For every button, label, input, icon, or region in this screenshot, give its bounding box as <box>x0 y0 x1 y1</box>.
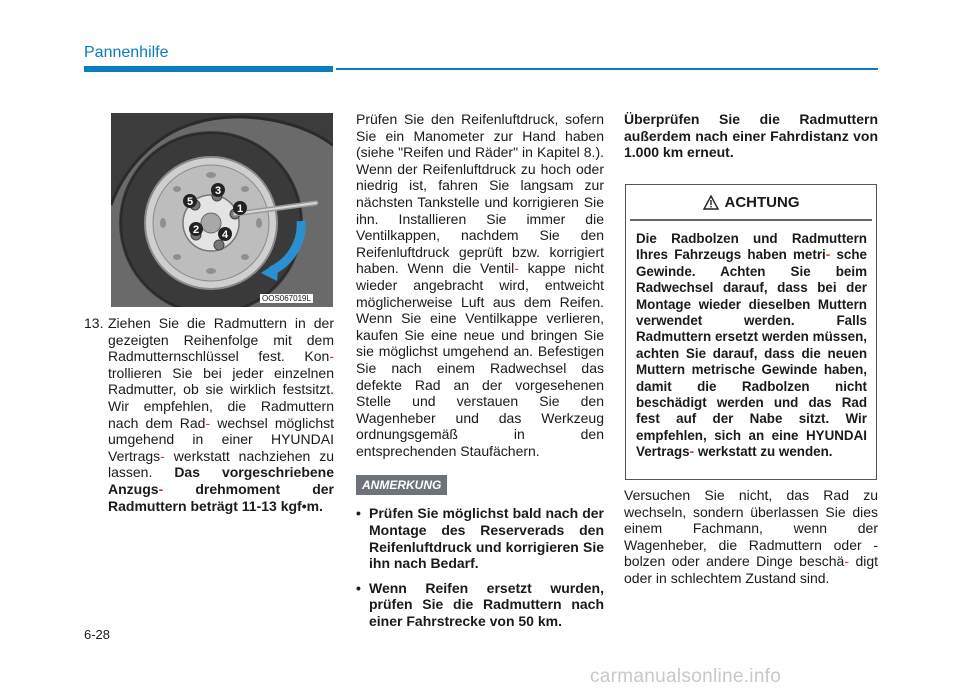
warning-header <box>630 185 872 221</box>
figure-code: OOS067019L <box>262 294 311 303</box>
step-number: 13. <box>84 315 104 331</box>
step-13 <box>84 315 334 514</box>
hyphen: - <box>514 260 519 277</box>
hyphen: - <box>205 414 211 431</box>
list-item-text: Wenn Reifen ersetzt wurden, prüfen Sie die Radmuttern nach einer Fahrstrecke von 50 km. <box>369 579 604 630</box>
hyphen: - <box>825 247 831 263</box>
hyphen: - <box>844 553 849 570</box>
note-badge: ANMERKUNG <box>356 475 447 495</box>
torque-text-a: Das vorgeschriebene Anzugs <box>108 464 334 497</box>
hyphen: - <box>689 444 695 460</box>
note-list <box>356 505 604 629</box>
list-item-text: Prüfen Sie möglichst bald nach der Montage des Reserverads den Reifenluftdruck und korrigieren Sie ihn nach Bedarf. <box>369 505 604 572</box>
section-title: Pannenhilfe <box>84 44 169 61</box>
tire-pressure-paragraph <box>356 111 604 459</box>
warning-title: ACHTUNG <box>724 193 800 211</box>
warning-box <box>625 184 877 480</box>
bullet-icon: • <box>356 579 361 596</box>
hyphen: - <box>329 348 334 365</box>
hyphen: - <box>158 480 164 497</box>
nut-number-5: 5 <box>186 196 194 208</box>
nut-number-3: 3 <box>214 185 222 197</box>
nut-number-1: 1 <box>236 203 244 215</box>
hyphen: - <box>160 447 165 464</box>
recheck-paragraph: Überprüfen Sie die Radmuttern außerdem nach einer Fahrdistanz von 1.000 km erneut. <box>624 111 878 161</box>
specialist-text-a: Versuchen Sie nicht, das Rad zu wechseln, sondern überlassen Sie dies einem Fachmann, wenn der Wagenheber, die Radmuttern oder - bolzen oder andere Dinge beschä <box>624 487 878 570</box>
step-text-a: Ziehen Sie die Radmuttern in der gezeigten Reihenfolge mit dem Radmutternschlüssel fest. Kon <box>108 315 334 365</box>
specialist-text-b: digt oder in schlechtem Zustand sind. <box>624 553 879 586</box>
column-left <box>84 315 334 514</box>
step-text-c: wechsel möglichst umgehend in einer HYUNDAI Vertrags <box>108 414 334 464</box>
header-rule-thick <box>84 66 333 72</box>
warning-text-b: sche Gewinde. Achten Sie beim Radwechsel darauf, dass bei der Montage wieder dieselben Muttern verwendet werden. Falls Radmuttern ersetzt werden müssen, achten Sie darauf, dass die neuen Muttern metrische Gewinde haben, damit die Radbolzen nicht beschädigt werden und das Rad fest auf der Nabe sitzt. Wir empfehlen, sich an eine HYUNDAI Vertrags <box>636 247 867 460</box>
warning-text-c: werkstatt zu wenden. <box>697 444 833 460</box>
step-text-d: werkstatt nachziehen zu lassen. <box>108 447 334 481</box>
paragraph-a: Prüfen Sie den Reifenluftdruck, sofern Sie ein Manometer zur Hand haben (siehe "Reifen und Räder" in Kapitel 8.). Wenn der Reifenluftdruck zu hoch oder niedrig ist, fahren Sie langsam zur nächsten Tankstelle und korrigieren Sie ihn. Installieren Sie immer die Ventilkappen, nachdem Sie den Reifenluftdruck geprüft bzw. korrigiert haben. Wenn die Ventil <box>356 111 604 277</box>
warning-body <box>626 221 876 461</box>
nut-number-2: 2 <box>192 224 200 236</box>
paragraph-b: kappe nicht wieder angebracht wird, entweicht möglicherweise Luft aus dem Reifen. Wenn Sie eine Ventilkappe verlieren, kaufen Sie eine neue und bringen Sie sie möglichst umgehend an. Befestigen Sie nach einem Radwechsel das defekte Rad an der vorgesehenen Stelle und verstauen Sie den Wagenheber und das Werkzeug ordnungsgemäß in den entsprechenden Staufächern. <box>356 260 605 459</box>
column-middle <box>356 111 604 638</box>
header-rule-thin <box>336 68 878 70</box>
bullet-icon: • <box>356 505 361 522</box>
specialist-paragraph <box>624 487 878 587</box>
nut-number-4: 4 <box>221 229 229 241</box>
warning-text-a: Die Radbolzen und Radmuttern Ihres Fahrzeugs haben metri <box>636 231 867 263</box>
list-item <box>356 580 604 630</box>
wheel-illustration <box>111 113 333 307</box>
page-number: 6-28 <box>84 627 111 642</box>
wheel-svg <box>111 113 333 307</box>
torque-text-b: drehmoment der Radmuttern beträgt 11-13 kgf•m. <box>108 480 334 514</box>
column-right <box>624 111 878 161</box>
list-item <box>356 505 604 571</box>
step-text-b: trollieren Sie bei jeder einzelnen Radmutter, ob sie wirklich festsitzt. Wir empfehlen, die Radmuttern nach dem Rad <box>108 364 334 431</box>
warning-triangle-icon <box>703 195 719 210</box>
watermark: carmanualsonline.info <box>590 666 782 687</box>
